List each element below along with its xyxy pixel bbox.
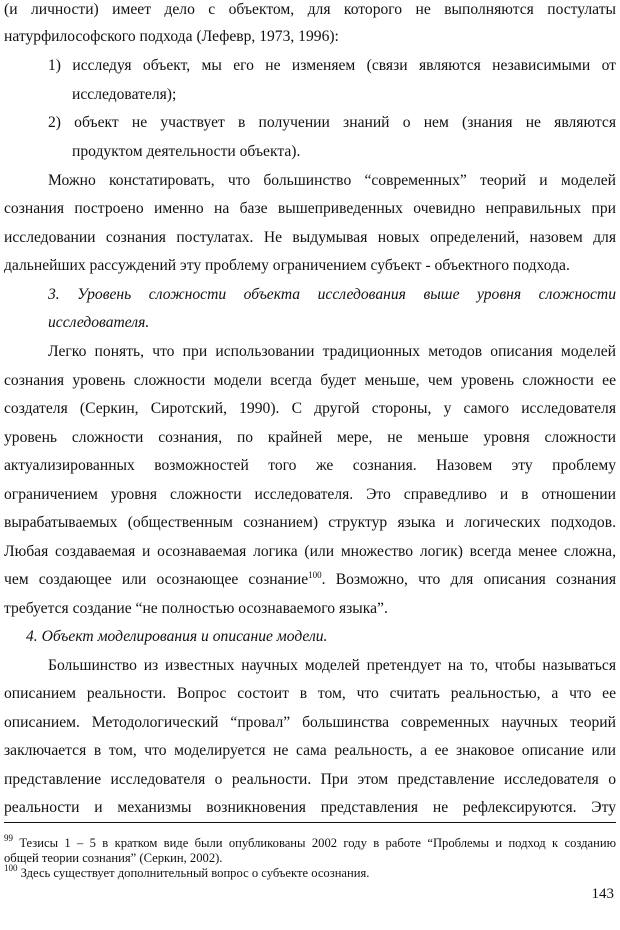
text-line: представление исследователя о реальности. При этом представление исследователя о xyxy=(4,771,616,788)
footnote-99-cont: общей теории сознания” (Серкин, 2002). xyxy=(4,851,223,865)
text-line-with-footnote-ref xyxy=(4,570,616,589)
text-line: описанием. Методологический “провал” большинства современных научных теорий xyxy=(4,714,616,731)
text-line: сознания построено именно на базе вышеприведенных очевидно неправильных при xyxy=(4,200,616,217)
text-line: натурфилософского подхода (Лефевр, 1973, 1996): xyxy=(4,28,339,45)
text-line: ограничением уровня сложности исследователя. Это справедливо и в отношении xyxy=(4,486,616,503)
text-span: чем создающее или осознающее сознание xyxy=(4,571,309,588)
section-heading-3: 3. Уровень сложности объекта исследования выше уровня сложности xyxy=(48,286,616,303)
text-line: (и личности) имеет дело с объектом, для которого не выполняются постулаты xyxy=(4,1,616,18)
text-line: дальнейших рассуждений эту проблему ограничением субъект - объектного подхода. xyxy=(4,257,570,274)
page-number: 143 xyxy=(591,886,614,902)
footnote-text: Здесь существует дополнительный вопрос о субъекте осознания. xyxy=(17,866,370,880)
text-line: описанием реальности. Вопрос состоит в том, что считать реальностью, а что ее xyxy=(4,685,616,702)
list-item-1-cont: исследователя); xyxy=(72,86,177,103)
text-line: уровень сложности сознания, по крайней мере, не меньше уровня сложности xyxy=(4,429,616,446)
text-line: требуется создание “не полностью осознаваемого языка”. xyxy=(4,600,388,617)
text-line: актуализированных возможностей того же сознания. Назовем эту проблему xyxy=(4,457,616,474)
text-line: Любая создаваемая и осознаваемая логика (или множество логик) всегда менее сложна, xyxy=(4,543,616,560)
footnote-divider xyxy=(4,822,616,823)
list-item-2-cont: продуктом деятельности объекта). xyxy=(72,143,301,160)
text-line: Большинство из известных научных моделей претендует на то, чтобы называться xyxy=(48,657,616,674)
footnote-mark-99: 99 xyxy=(4,833,13,843)
list-item-2: 2) объект не участвует в получении знаний о нем (знания не являются xyxy=(48,114,616,131)
text-line: заключается в том, что моделируется не сама реальность, а ее знаковое описание или xyxy=(4,742,616,759)
text-line: Легко понять, что при использовании традиционных методов описания моделей xyxy=(48,343,616,360)
text-line: реальности и механизмы возникновения представления не рефлексируются. Эту xyxy=(4,799,616,816)
text-line: исследовании сознания постулатах. Не выдумывая новых определений, назовем для xyxy=(4,229,616,246)
footnote-99 xyxy=(4,833,616,850)
footnote-mark-100: 100 xyxy=(4,863,18,873)
text-line: вырабатываемых (общественным сознанием) структур языка и логических подходов. xyxy=(4,514,616,531)
text-line: создателя (Серкин, Сиротский, 1990). С другой стороны, у самого исследователя xyxy=(4,400,616,417)
list-item-1: 1) исследуя объект, мы его не изменяем (связи являются независимыми от xyxy=(48,57,616,74)
section-heading-4: 4. Объект моделирования и описание модели. xyxy=(26,628,328,645)
footnote-100 xyxy=(4,863,616,880)
footnote-text: Тезисы 1 – 5 в кратком виде были опубликованы 2002 году в работе “Проблемы и подход к созданию xyxy=(13,836,616,850)
section-heading-3-cont: исследователя. xyxy=(48,314,150,331)
text-line: сознания уровень сложности модели всегда будет меньше, чем уровень сложности ее xyxy=(4,372,616,389)
footnote-ref-100: 100 xyxy=(308,570,322,580)
text-span: . Возможно, что для описания сознания xyxy=(321,571,616,588)
text-line: Можно констатировать, что большинство “современных” теорий и моделей xyxy=(48,172,616,189)
